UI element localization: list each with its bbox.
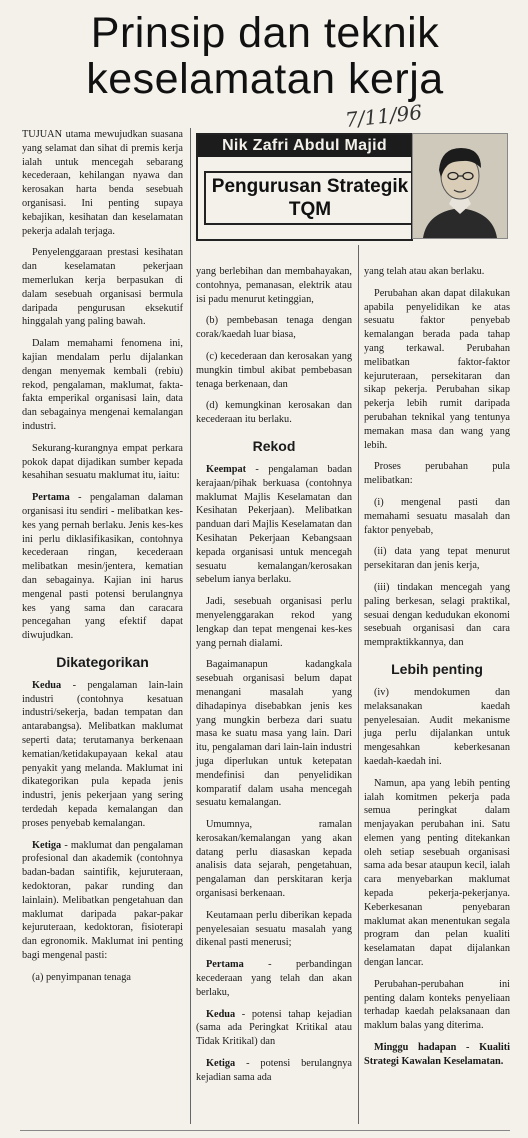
author-portrait <box>412 133 508 239</box>
paragraph: (a) penyimpanan tenaga <box>32 971 131 983</box>
lead-word: Kedua <box>32 679 62 691</box>
handwritten-date: 7/11/96 <box>343 100 424 132</box>
paragraph: Namun, apa yang lebih penting ialah komitmen pekerja pada semua peringkat dalam menjayakan perubahan ini. Satu elemen yang penting ditekankan oleh setiap sesebuah organisasi sama ada besar ataupun kecil, ialah cara menyebarkan maklumat kepada pekerja-pekerjanya. Keberkesanan penyebaran maklumat akan menentukan segala program dan pelan kualiti keselamatan dapat dijalankan dengan lancar. <box>364 777 510 969</box>
subheading: Dikategorikan <box>56 653 149 670</box>
paragraph-text: - pengalaman lain-lain industri (contohnya kesatuan industri/sekerja, badan tempatan dan antarabangsa). Melibatkan maklumat seperti data; terutamanya berkenaan kematian/ketidakupayaan kekal atau penyakit yang melanda. Maklumat ini dikategorikan pula kepada jenis industri, jenis pekerjaan yang sering terdedah kepada kemalangan dan proses penyebab kemalangan. <box>22 679 183 829</box>
paragraph: (c) kecederaan dan kerosakan yang mungkin timbul akibat pembebasan tenaga berkenaan, dan <box>196 350 352 390</box>
paragraph: (b) pembebasan tenaga dengan corak/kaedah luar biasa, <box>196 315 352 341</box>
paragraph-text: - potensi berulangnya kejadian sama ada <box>196 1058 352 1083</box>
paragraph-text: - maklumat dan pengalaman profesional dan akademik (contohnya badan-badan saintifik, kejuruteraan, kedoktoran, pakar runding dan lainlain). Melibatkan pengetahuan dan maklumat daripada pakar-pakar kejuruteraan, kedoktoran, fisioterapi dan egronomik. Maklumat ini penting bagi mengenal pasti: <box>22 839 183 962</box>
column-rule <box>358 245 359 1124</box>
paragraph: (ii) data yang tepat menurut persekitaran dan jenis kerja, <box>364 546 510 572</box>
lead-word: Pertama <box>32 492 70 504</box>
paragraph: (i) mengenal pasti dan memahami sesuatu masalah dan faktor penyebab, <box>364 496 510 536</box>
paragraph: Jadi, sesebuah organisasi perlu menyelenggarakan rekod yang lengkap dan tepat mengenai kes-kes yang pernah dialami. <box>196 596 352 649</box>
paragraph: yang berlebihan dan membahayakan, contohnya, pemanasan, elektrik atau isi padu menurut ketinggian, <box>196 266 352 305</box>
article-column-3 <box>364 265 510 1077</box>
lead-word: Kedua <box>206 1008 236 1020</box>
paragraph: (d) kemungkinan kerosakan dan kecederaan itu berlaku. <box>196 400 352 426</box>
paragraph: yang telah atau akan berlaku. <box>364 266 485 277</box>
author-name: Nik Zafri Abdul Majid <box>198 135 411 157</box>
paragraph: Keutamaan perlu diberikan kepada penyelesaian sesuatu masalah yang dikenal pasti menerusi; <box>196 909 352 949</box>
paragraph <box>196 463 352 587</box>
article-column-2 <box>196 265 352 1093</box>
paragraph: (iv) mendokumen dan melaksanakan kaedah penyelesaian. Audit mekanisme juga perlu dijalankan untuk mengesahkan keberkesanan kaedah-kaedah ini. <box>364 686 510 767</box>
paragraph <box>196 1057 352 1085</box>
lead-word: Pertama <box>206 959 244 971</box>
column-name: Pengurusan Strategik TQM <box>204 171 416 225</box>
paragraph-text: - perbandingan kecederaan yang telah dan akan berlaku, <box>196 959 352 998</box>
paragraph <box>22 491 183 643</box>
paragraph: Proses perubahan pula melibatkan: <box>364 461 510 487</box>
paragraph: (iii) tindakan mencegah yang paling berkesan, selagi praktikal, sesuai dengan kedudukan ekonomi sesebuah organisasi dan cara mempraktikkannya, dan <box>364 581 510 649</box>
article-column-1 <box>22 128 183 993</box>
portrait-image <box>413 134 507 238</box>
paragraph: Bagaimanapun kadangkala sesebuah organisasi belum dapat menangani masalah yang dihadapinya disebabkan jenis kes yang mungkin berbeza dari suatu masa ke suatu masa yang lain. Dari itu, pengalaman dari lain-lain industri juga diperlukan untuk ketepatan mendefinisi dan penyelidikan komparatif dalam usaha mencegah sesuatu kemalangan. <box>196 659 352 809</box>
page-bottom-rule <box>20 1130 510 1131</box>
paragraph <box>196 958 352 999</box>
paragraph <box>196 1008 352 1049</box>
subheading: Lebih penting <box>391 660 483 677</box>
headline: Prinsip dan teknik keselamatan kerja <box>86 9 444 103</box>
next-week-note: Minggu hadapan - Kualiti Strategi Kawalan Keselamatan. <box>364 1042 510 1067</box>
paragraph: Perubahan-perubahan ini penting dalam konteks penyeliaan terhadap kaedah pelaksanaan dan maklum balas yang diterima. <box>364 978 510 1032</box>
paragraph <box>22 839 183 963</box>
paragraph: Umumnya, ramalan kerosakan/kemalangan yang akan datang perlu diasaskan kepada analisis data sejarah, pengetahuan, pengalaman dan perskitaran kerja organisasi berkenaan. <box>196 819 352 900</box>
paragraph: TUJUAN utama mewujudkan suasana yang selamat dan sihat di premis kerja ialah untuk mencegah sebarang kecederaan, kehilangan nyawa dan kerosakan harta benda sesebuah organisasi. Ini penting supaya kebajikan, kesihatan dan keselamatan pekerja adalah terjaga. <box>22 129 183 237</box>
column-rule <box>190 128 191 1124</box>
paragraph-text: - pengalaman dalaman organisasi itu sendiri - melibatkan kes-kes yang pernah berlaku. Jenis kes-kes ini perlu diklasifikasikan, contohnya kecederaan ringan, kecederaan melibatkan mesin/jentera, kematian dan sebagainya. Kajian ini harus mengenal pasti potensi berulangnya kes yang sama dan caracara pencegahan yang efektif dapat diwujudkan. <box>22 492 183 642</box>
paragraph: Perubahan akan dapat dilakukan apabila penyelidikan ke atas sesuatu faktor penyebab kemalangan berada pada tahap yang terkawal. Perubahan melibatkan faktor-faktor kejuruteraan, persekitaran dan sikap pekerja. Perubahan sikap pekerja lebih rumit daripada perubahan teknikal yang tentunya memakan masa dan wang yang lebih. <box>364 287 510 451</box>
paragraph-text: - potensi tahap kejadian (sama ada Peringkat Kritikal atau Tidak Kritikal) dan <box>196 1008 352 1048</box>
paragraph <box>22 679 183 831</box>
lead-word: Ketiga <box>206 1058 236 1070</box>
paragraph: Penyelenggaraan prestasi kesihatan dan keselamatan pekerjaan memerlukan kerja berpasukan di dalam sesebuah organisasi bermula daripada pengurusan eksekutif hinggalah yang paling bawah. <box>22 247 183 328</box>
paragraph: Sekurang-kurangnya empat perkara pokok dapat dijadikan sumber kepada kesahihan sesuatu maklumat itu, iaitu: <box>22 442 183 482</box>
lead-word: Keempat <box>206 463 247 475</box>
paragraph-text: - pengalaman badan kerajaan/pihak berkuasa (contohnya maklumat Majlis Keselamatan dan Kesihatan Pekerjaan). Melibatkan panduan dari Majlis Keselamatan dan Kesihatan Pekerjaan Kebangsaan kepada organisasi untuk mencegah sesuatu kemalangan/kerosakan sebelum ianya berlaku. <box>196 463 352 586</box>
lead-word: Ketiga <box>32 839 62 851</box>
subheading: Rekod <box>252 437 296 454</box>
byline-box <box>196 133 413 241</box>
paragraph: Dalam memahami fenomena ini, kajian mendalam perlu dijalankan dengan menyemak kembali (rebiu) rekod, pengalaman, maklumat, fakta-fakta emperikal organisasi lain, data dan sebagainya mengenai kemalangan industri. <box>22 338 183 432</box>
